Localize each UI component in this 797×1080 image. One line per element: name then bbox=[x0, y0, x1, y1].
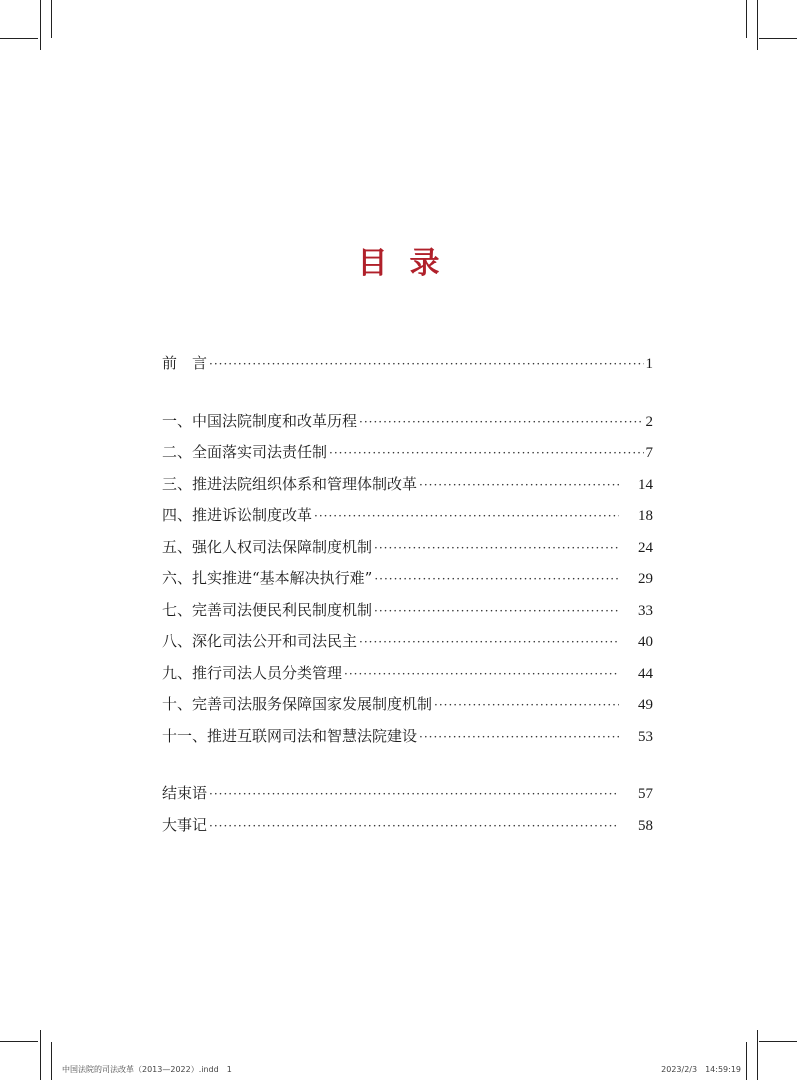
toc-entry-title: 四、推进诉讼制度改革 bbox=[162, 506, 313, 524]
toc-entry-title: 结束语 bbox=[162, 784, 208, 802]
toc-entry[interactable] bbox=[162, 658, 653, 690]
crop-mark bbox=[0, 1041, 38, 1042]
page-title bbox=[0, 238, 797, 282]
crop-mark bbox=[759, 1041, 797, 1042]
table-of-contents bbox=[162, 348, 653, 841]
toc-entry-page: 29 bbox=[638, 571, 653, 587]
toc-entry-page: 49 bbox=[638, 697, 653, 713]
toc-entry[interactable] bbox=[162, 532, 653, 564]
crop-mark bbox=[0, 38, 38, 39]
toc-entry-page: 33 bbox=[638, 602, 653, 619]
toc-entry-title: 九、推行司法人员分类管理 bbox=[162, 663, 343, 682]
toc-entry-title: 七、完善司法便民利民制度机制 bbox=[162, 600, 373, 619]
toc-entry-page: 57 bbox=[638, 786, 653, 802]
toc-leader-dots bbox=[374, 596, 619, 628]
toc-leader-dots bbox=[359, 627, 619, 659]
toc-entry[interactable] bbox=[162, 406, 653, 438]
toc-leader-dots bbox=[314, 501, 619, 533]
toc-leader-dots bbox=[419, 470, 619, 502]
toc-entry[interactable] bbox=[162, 469, 653, 501]
toc-entry-page: 24 bbox=[638, 539, 653, 556]
toc-entry[interactable] bbox=[162, 721, 653, 753]
toc-leader-dots bbox=[359, 407, 643, 439]
toc-entry-page: 2 bbox=[645, 413, 653, 430]
toc-entry-title: 五、强化人权司法保障制度机制 bbox=[162, 537, 373, 556]
footer-timestamp: 2023/2/3 14:59:19 bbox=[661, 1065, 741, 1074]
crop-mark bbox=[51, 0, 52, 38]
title-char-1: 目 bbox=[357, 246, 388, 281]
toc-entry-page: 7 bbox=[645, 445, 653, 461]
toc-entry-page: 53 bbox=[638, 728, 653, 745]
crop-mark bbox=[51, 1042, 52, 1080]
toc-leader-dots bbox=[329, 438, 643, 470]
toc-entry[interactable] bbox=[162, 778, 653, 810]
footer-filename: 中国法院的司法改革（2013—2022）.indd 1 bbox=[62, 1065, 232, 1074]
toc-entry-title: 十一、推进互联网司法和智慧法院建设 bbox=[162, 726, 418, 745]
toc-leader-dots bbox=[419, 722, 619, 754]
toc-entry-title: 三、推进法院组织体系和管理体制改革 bbox=[162, 474, 418, 493]
crop-mark bbox=[757, 1030, 758, 1080]
toc-entry-page: 18 bbox=[638, 508, 653, 524]
toc-entry-page: 14 bbox=[638, 476, 653, 493]
toc-leader-dots bbox=[344, 659, 619, 691]
toc-leader-dots bbox=[209, 811, 619, 843]
toc-entry-page: 1 bbox=[645, 356, 653, 372]
crop-mark bbox=[40, 1030, 41, 1080]
toc-leader-dots bbox=[374, 564, 619, 596]
toc-entry[interactable] bbox=[162, 500, 653, 532]
toc-entry-title: 一、中国法院制度和改革历程 bbox=[162, 411, 358, 430]
toc-entry[interactable] bbox=[162, 689, 653, 721]
crop-mark bbox=[40, 0, 41, 50]
toc-entry-title: 六、扎实推进“基本解决执行难” bbox=[162, 569, 373, 587]
toc-leader-dots bbox=[209, 779, 619, 811]
toc-entry-page: 40 bbox=[638, 634, 653, 650]
toc-entry-title: 二、全面落实司法责任制 bbox=[162, 443, 328, 461]
toc-entry-page: 58 bbox=[638, 817, 653, 834]
toc-leader-dots bbox=[374, 533, 619, 565]
toc-entry-page: 44 bbox=[638, 665, 653, 682]
title-char-2: 录 bbox=[409, 246, 440, 281]
toc-entry[interactable] bbox=[162, 437, 653, 469]
toc-entry[interactable] bbox=[162, 563, 653, 595]
toc-entry-title: 大事记 bbox=[162, 815, 208, 834]
crop-mark bbox=[746, 0, 747, 38]
toc-entry[interactable] bbox=[162, 626, 653, 658]
crop-mark bbox=[746, 1042, 747, 1080]
crop-mark bbox=[759, 38, 797, 39]
toc-entry-title: 前 言 bbox=[162, 354, 208, 372]
toc-entry[interactable] bbox=[162, 810, 653, 842]
toc-leader-dots bbox=[209, 349, 643, 381]
toc-entry-title: 八、深化司法公开和司法民主 bbox=[162, 632, 358, 650]
toc-entry-title: 十、完善司法服务保障国家发展制度机制 bbox=[162, 695, 433, 713]
toc-entry[interactable] bbox=[162, 595, 653, 627]
toc-leader-dots bbox=[434, 690, 619, 722]
crop-mark bbox=[757, 0, 758, 50]
toc-entry[interactable] bbox=[162, 348, 653, 380]
